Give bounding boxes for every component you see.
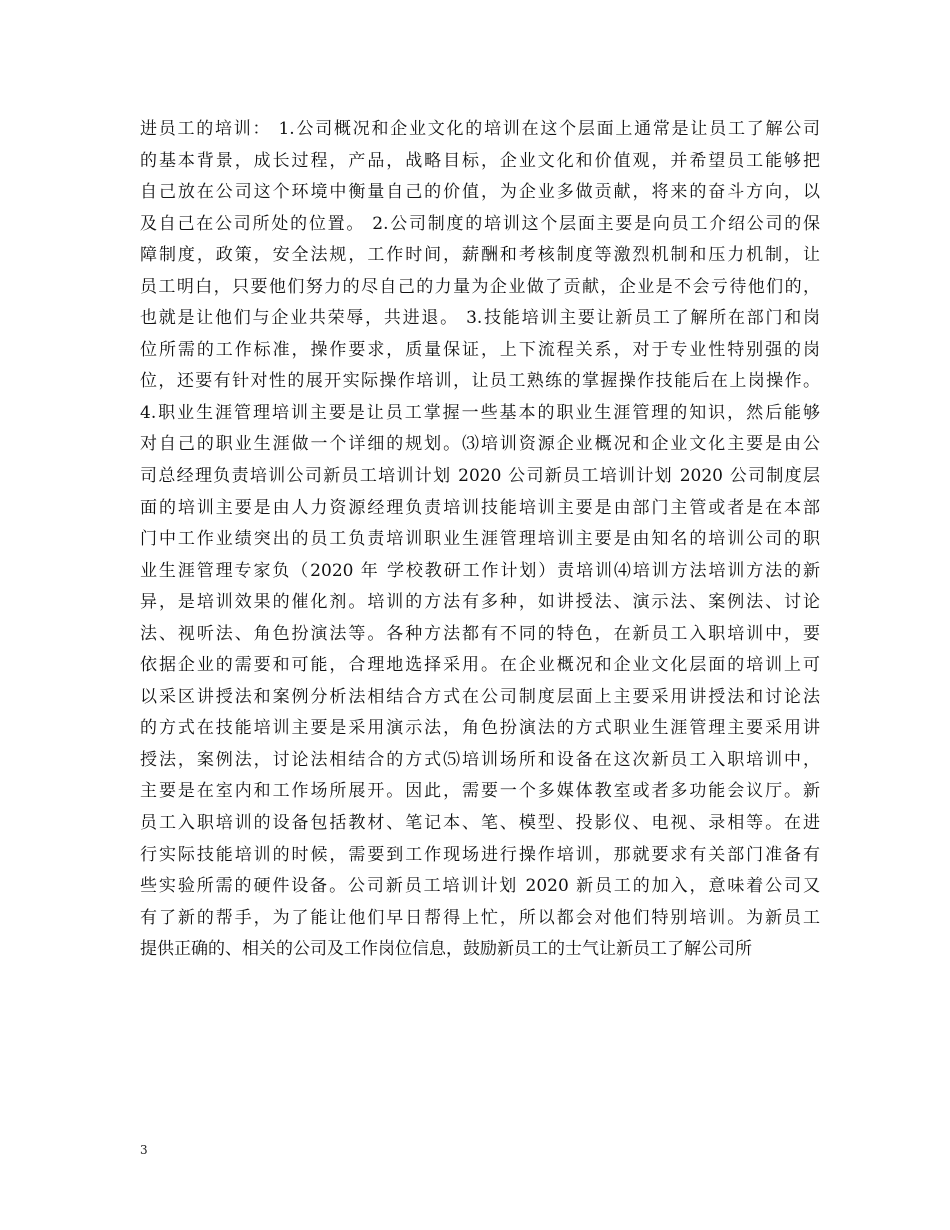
text-line: 异，是培训效果的催化剂。培训的方法有多种，如讲授法、演示法、案例法、讨论 [140, 592, 820, 613]
text-line: 员工入职培训的设备包括教材、笔记本、笔、模型、投影仪、电视、录相等。在进 [140, 813, 820, 834]
text-line: 的方式在技能培训主要是采用演示法，角色扮演法的方式职业生涯管理主要采用讲 [140, 718, 820, 739]
text-line: 面的培训主要是由人力资源经理负责培训技能培训主要是由部门主管或者是在本部 [140, 497, 820, 518]
text-line: 的基本背景，成长过程，产品，战略目标，企业文化和价值观，并希望员工能够把 [140, 150, 820, 171]
text-line: 自己放在公司这个环境中衡量自己的价值，为企业多做贡献，将来的奋斗方向，以 [140, 182, 820, 203]
text-line: 障制度，政策，安全法规，工作时间，薪酬和考核制度等激烈机制和压力机制，让 [140, 245, 820, 266]
text-line: 行实际技能培训的时候，需要到工作现场进行操作培训，那就要求有关部门准备有 [140, 844, 820, 865]
text-line: 门中工作业绩突出的员工负责培训职业生涯管理培训主要是由知名的培训公司的职 [140, 529, 820, 550]
text-line: 及自己在公司所处的位置。 2.公司制度的培训这个层面主要是向员工介绍公司的保 [140, 213, 820, 234]
text-line: 对自己的职业生涯做一个详细的规划。⑶培训资源企业概况和企业文化主要是由公 [140, 434, 820, 455]
text-line: 主要是在室内和工作场所展开。因此，需要一个多媒体教室或者多功能会议厅。新 [140, 781, 820, 802]
text-line: 法、视听法、角色扮演法等。各种方法都有不同的特色，在新员工入职培训中，要 [140, 623, 820, 644]
text-line: 4.职业生涯管理培训主要是让员工掌握一些基本的职业生涯管理的知识，然后能够 [140, 402, 820, 423]
text-line: 有了新的帮手，为了能让他们早日帮得上忙，所以都会对他们特别培训。为新员工 [140, 907, 820, 928]
page-number: 3 [140, 1143, 148, 1157]
text-line: 司总经理负责培训公司新员工培训计划 2020 公司新员工培训计划 2020 公司制度层 [140, 466, 820, 487]
text-line: 些实验所需的硬件设备。公司新员工培训计划 2020 新员工的加入，意味着公司又 [140, 876, 820, 897]
text-line: 业生涯管理专家负（2020 年 学校教研工作计划）责培训⑷培训方法培训方法的新 [140, 560, 820, 581]
text-line: 员工明白，只要他们努力的尽自己的力量为企业做了贡献，企业是不会亏待他们的， [140, 276, 820, 297]
body-text [140, 114, 820, 966]
text-line: 进员工的培训： 1.公司概况和企业文化的培训在这个层面上通常是让员工了解公司 [140, 119, 820, 139]
text-line: 位所需的工作标准，操作要求，质量保证，上下流程关系，对于专业性特别强的岗 [140, 339, 820, 360]
text-line: 提供正确的、相关的公司及工作岗位信息，鼓励新员工的士气让新员工了解公司所 [140, 939, 752, 960]
text-line: 授法，案例法，讨论法相结合的方式⑸培训场所和设备在这次新员工入职培训中， [140, 749, 820, 770]
text-line: 位，还要有针对性的展开实际操作培训，让员工熟练的掌握操作技能后在上岗操作。 [140, 371, 820, 392]
text-line: 也就是让他们与企业共荣辱，共进退。 3.技能培训主要让新员工了解所在部门和岗 [140, 308, 820, 329]
text-line: 以采区讲授法和案例分析法相结合方式在公司制度层面上主要采用讲授法和讨论法 [140, 686, 820, 707]
text-line: 依据企业的需要和可能，合理地选择采用。在企业概况和企业文化层面的培训上可 [140, 655, 820, 676]
